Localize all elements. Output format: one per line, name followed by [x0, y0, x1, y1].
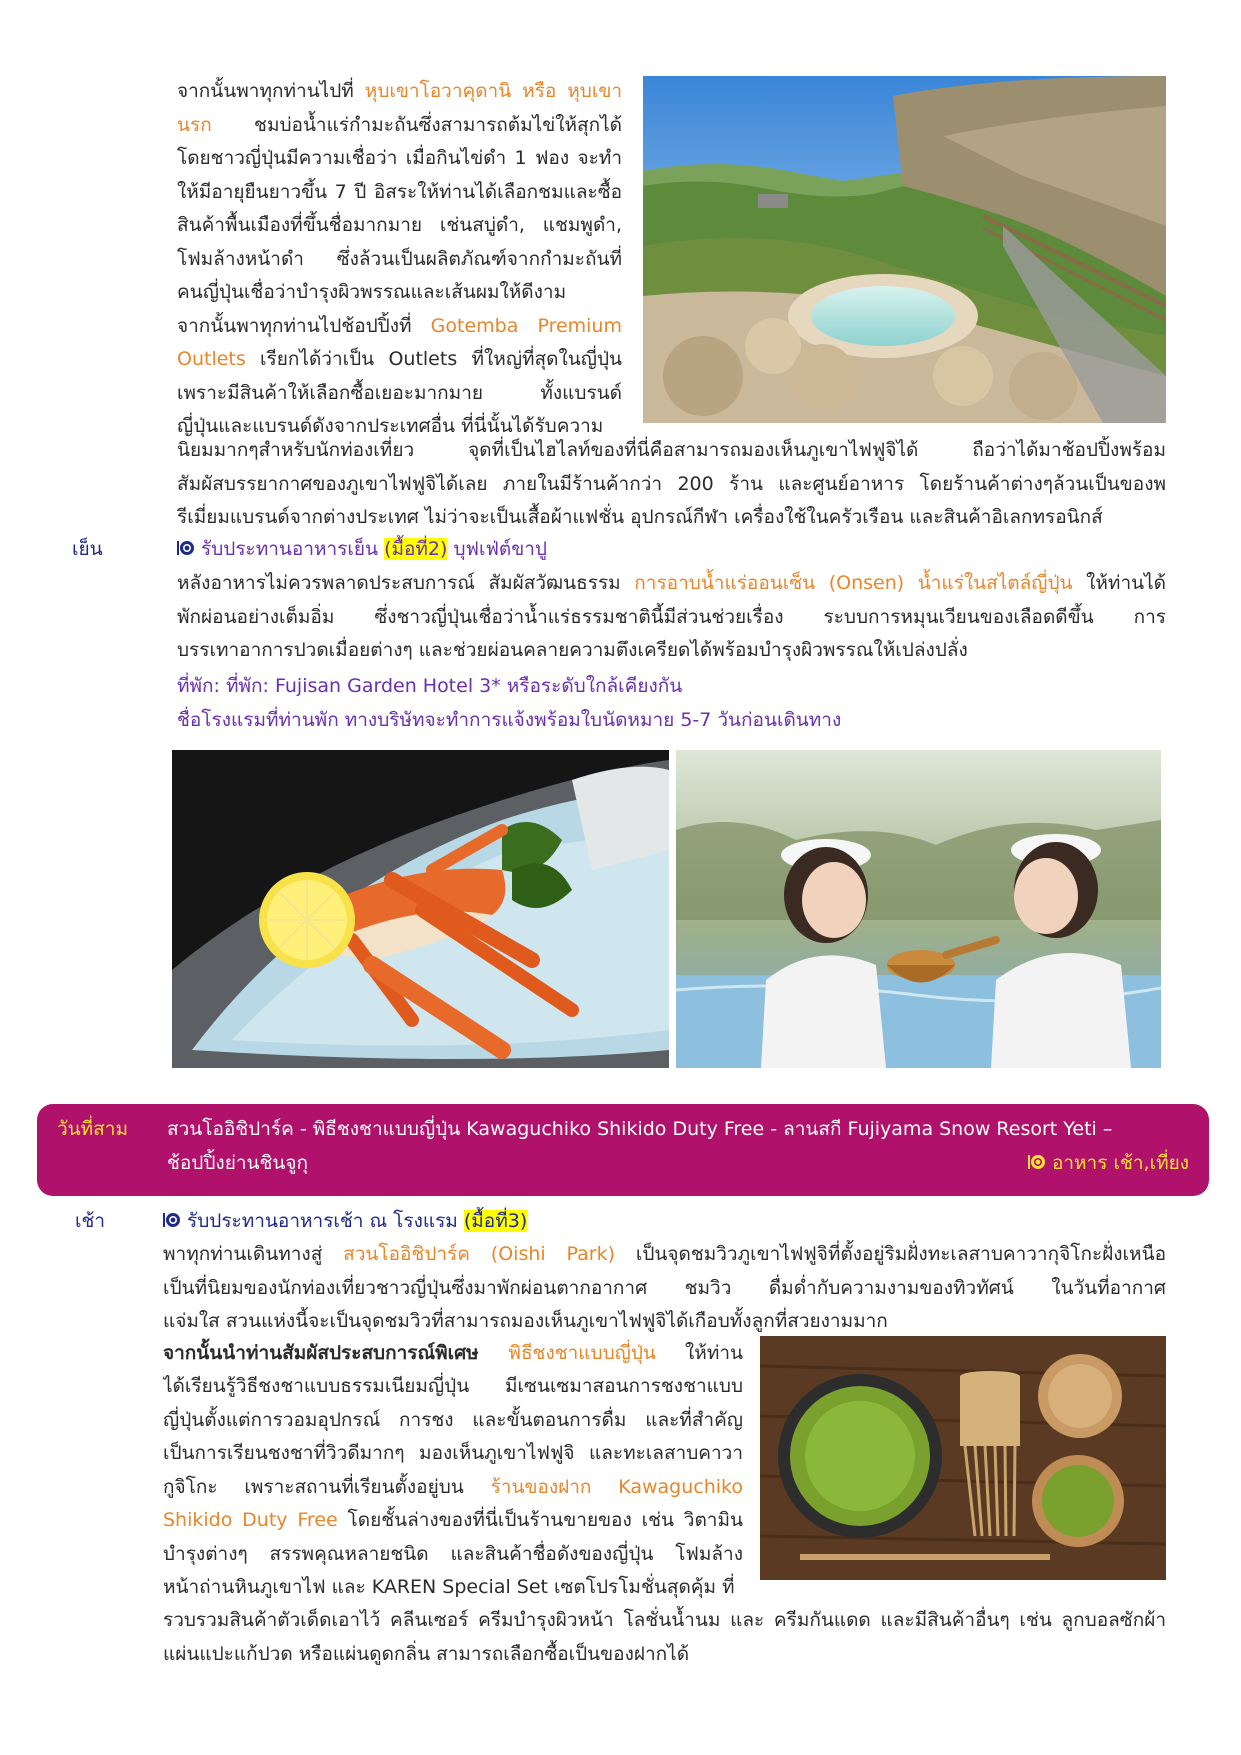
day3-meals-text: อาหาร เช้า,เที่ยง: [1051, 1152, 1189, 1174]
body-text: แจ่มใส สวนแห่งนี้จะเป็นจุดชมวิวที่สามารถมองเห็นภูเขาไฟฟูจิได้เกือบทั้งลูกที่สวยงามมาก: [163, 1310, 888, 1332]
body-text: หน้าถ่านหินภูเขาไฟ และ KAREN Special Set เซตโปรโมชั่นสุดคุ้ม ที่: [163, 1576, 735, 1598]
body-text: เป็นที่นิยมของนักท่องเที่ยวชาวญี่ปุ่นซึ่งมาพักผ่อนตากอากาศ ชมวิว ดื่มด่ำกับความงามของทิวทัศน์ ในวันที่อากาศ: [163, 1276, 1166, 1299]
breakfast-line: [163, 1205, 527, 1239]
body-text: จากนั้นพาทุกท่านไปช้อปปิ้งที่: [177, 314, 431, 337]
dinner-meal-number: (มื้อที่2): [384, 538, 448, 560]
tea-ceremony-intro: [163, 1337, 743, 1371]
body-text: ให้ท่านได้: [1072, 572, 1166, 594]
body-text: เรียกได้ว่าเป็น Outlets ที่ใหญ่ที่สุดในญี่ปุ่น: [245, 348, 622, 370]
highlight-text: ร้านของฝาก Kawaguchiko: [490, 1475, 743, 1498]
body-text: พาทุกท่านเดินทางสู่: [163, 1243, 344, 1265]
body-text: เป็นจุดชมวิวภูเขาไฟฟูจิที่ตั้งอยู่ริมฝั่งทะเลสาบคาวากุจิโกะฝั่งเหนือ: [614, 1243, 1166, 1265]
owakudani-valley-photo: [643, 76, 1166, 423]
text-line: [163, 1504, 743, 1538]
breakfast-meal-number: (มื้อที่3): [463, 1210, 528, 1232]
highlight-text: หุบเขาโอวาคุดานิ หรือ หุบเขา: [364, 80, 622, 102]
hotel-note: ชื่อโรงแรมที่ท่านพัก ทางบริษัทจะทำการแจ้งพร้อมใบนัดหมาย 5-7 วันก่อนเดินทาง: [177, 709, 842, 731]
body-text: เพราะมีสินค้าให้เลือกซื้อเยอะมากมาย ทั้งแบรนด์: [177, 381, 622, 404]
text-line: [163, 1305, 1166, 1339]
highlight-text: Gotemba Premium: [430, 314, 622, 337]
dinner-line: [177, 533, 547, 567]
text-line: [177, 209, 622, 243]
highlight-text: Outlets: [177, 348, 246, 370]
body-text: หลังอาหารไม่ควรพลาดประสบการณ์ สัมผัสวัฒนธรรม: [177, 572, 635, 594]
highlight-text: การอาบน้ำแร่ออนเซ็น (Onsen) น้ำแร่ในสไตล์ญี่ปุ่น: [634, 572, 1073, 594]
text-line: [177, 109, 622, 143]
day2-paragraph-outlets-cont: [177, 434, 1166, 535]
body-text: บำรุงต่างๆ สรรพคุณหลายชนิด และสินค้าชื่อดังของญี่ปุ่น โฟมล้าง: [163, 1542, 743, 1565]
day3-label: วันที่สาม: [57, 1118, 128, 1140]
text-line: [177, 601, 1166, 635]
body-text: เป็นการเรียนชงชาที่วิวดีมากๆ มองเห็นภูเขาไฟฟูจิ และทะเลสาบคาวา: [163, 1442, 743, 1464]
text-line: แผ่นแปะแก้ปวด หรือแผ่นดูดกลิ่น สามารถเลือกซื้อเป็นของฝากได้: [163, 1642, 690, 1665]
day3-title-line2: ช้อปปิ้งย่านชินจูกุ: [167, 1152, 309, 1174]
text-line: [163, 1404, 743, 1438]
text-line: [163, 1238, 1166, 1272]
oishi-park-paragraph: [163, 1238, 1166, 1339]
body-text: โดยชั้นล่างของที่นี่เป็นร้านขายของ เช่น วิตามิน: [337, 1509, 743, 1531]
body-text: ญี่ปุ่นตั้งแต่การวอมอุปกรณ์ การชง และขั้นตอนการดื่ม และที่สำคัญ: [163, 1408, 743, 1431]
onsen-bathing-photo: [676, 750, 1161, 1068]
text-line: [177, 634, 1166, 668]
hotel-line: ที่พัก: ที่พัก: Fujisan Garden Hotel 3* หรือระดับใกล้เคียงกัน: [177, 675, 683, 697]
body-text: กูจิโกะ เพราะสถานที่เรียนตั้งอยู่บน: [163, 1475, 491, 1498]
evening-label: เย็น: [72, 538, 103, 560]
text-line: [177, 377, 622, 411]
text-line: สัมผัสบรรยากาศของภูเขาไฟฟูจิได้เลย ภายในมีร้านค้ากว่า 200 ร้าน และศูนย์อาหาร โดยร้านค้าต่างๆล้วนเป็นของพ: [177, 472, 1166, 495]
text-line: [177, 176, 622, 210]
day3-title-line1: สวนโออิชิปาร์ค - พิธีชงชาแบบญี่ปุ่น Kawaguchiko Shikido Duty Free - ลานสกี Fujiyama Snow Resort Yeti –: [167, 1118, 1113, 1140]
matcha-tea-photo: [760, 1336, 1166, 1580]
text-line: [177, 567, 1166, 601]
breakfast-text: รับประทานอาหารเช้า ณ โรงแรม: [187, 1210, 464, 1232]
food-plate-icon: [1028, 1153, 1046, 1171]
body-text: สินค้าพื้นเมืองที่ขึ้นชื่อมากมาย เช่นสบู่ดำ, แชมพูดำ,: [177, 214, 622, 236]
text-line: [177, 276, 622, 310]
text-line: [177, 243, 622, 277]
day3-banner: [37, 1104, 1209, 1196]
body-text: ให้มีอายุยืนยาวขึ้น 7 ปี อิสระให้ท่านได้เลือกชมและซื้อ: [177, 180, 622, 203]
text-line: นิยมมากๆสำหรับนักท่องเที่ยว จุดที่เป็นไฮไลท์ของที่นี่คือสามารถมองเห็นภูเขาไฟฟูจิได้ ถือว่าได้มาช้อปปิ้งพร้อม: [177, 439, 1166, 461]
text-line: [163, 1571, 743, 1605]
food-plate-icon: [163, 1211, 181, 1229]
text-line: [163, 1437, 743, 1471]
crab-dinner-photo: [172, 750, 669, 1068]
body-text: โฟมล้างหน้าดำ ซึ่งล้วนเป็นผลิตภัณฑ์จากกำมะถันที่: [177, 247, 622, 270]
body-text: โดยชาวญี่ปุ่นมีความเชื่อว่า เมื่อกินไข่ดำ 1 ฟอง จะทำ: [177, 147, 622, 169]
day2-paragraph-valley: [177, 75, 622, 444]
tea-intro-end: ให้ท่าน: [655, 1342, 743, 1364]
body-text: พักผ่อนอย่างเต็มอิ่ม ซึ่งชาวญี่ปุ่นเชื่อว่าน้ำแร่ธรรมชาตินี้มีส่วนช่วยเรื่อง ระบบการหมุนเวียนของเลือดดีขึ้น การ: [177, 605, 1166, 628]
morning-label: เช้า: [75, 1210, 106, 1232]
body-text: ได้เรียนรู้วิธีชงชาแบบธรรมเนียมญี่ปุ่น มีเซนเซมาสอนการชงชาแบบ: [163, 1375, 743, 1397]
text-line: [177, 75, 622, 109]
body-text: คนญี่ปุ่นเชื่อว่าบำรุงผิวพรรณและเส้นผมให้ดีงาม: [177, 281, 567, 303]
text-line: [163, 1471, 743, 1505]
dinner-text: รับประทานอาหารเย็น: [201, 538, 385, 560]
text-line: รวบรวมสินค้าตัวเด็ดเอาไว้ คลีนเซอร์ ครีมบำรุงผิวหน้า โลชั่นน้ำนม และ ครีมกันแดด และมีสินค้าอื่นๆ เช่น ลูกบอลซักผ้า: [163, 1609, 1166, 1631]
food-plate-icon: [177, 539, 195, 557]
text-line: [163, 1272, 1166, 1306]
text-line: [177, 310, 622, 344]
tea-ceremony-paragraph: [163, 1370, 743, 1605]
text-line: รีเมี่ยมแบรนด์จากต่างประเทศ ไม่ว่าจะเป็นเสื้อผ้าแฟชั่น อุปกรณ์กีฬา เครื่องใช้ในครัวเรือน และสินค้าอิเลกทรอนิกส์: [177, 506, 1103, 528]
body-text: ชมบ่อน้ำแร่กำมะถันซึ่งสามารถต้มไข่ให้สุกได้: [211, 113, 622, 136]
body-text: ญี่ปุ่นและแบรนด์ดังจากประเทศอื่น ที่นี่นั้นได้รับความ: [177, 415, 604, 437]
highlight-text: Shikido Duty Free: [163, 1509, 338, 1531]
body-text: บรรเทาอาการปวดเมื่อยต่างๆ และช่วยผ่อนคลายความตึงเครียดได้พร้อมบำรุงผิวพรรณให้เปล่งปลั่ง: [177, 639, 968, 661]
text-line: [163, 1370, 743, 1404]
text-line: [163, 1538, 743, 1572]
text-line: [177, 343, 622, 377]
dinner-menu: บุฟเฟ่ต์ขาปู: [447, 538, 547, 560]
tea-ceremony-paragraph-cont: [163, 1604, 1166, 1671]
highlight-text: นรก: [177, 113, 212, 136]
onsen-paragraph: [177, 567, 1166, 668]
text-line: [177, 142, 622, 176]
day3-meals: [1028, 1147, 1189, 1181]
highlight-text: สวนโออิชิปาร์ค (Oishi Park): [343, 1243, 615, 1265]
tea-intro-bold: จากนั้นนำท่านสัมผัสประสบการณ์พิเศษ: [163, 1342, 509, 1364]
body-text: จากนั้นพาทุกท่านไปที่: [177, 80, 365, 102]
tea-ceremony-highlight: พิธีชงชาแบบญี่ปุ่น: [508, 1342, 656, 1364]
